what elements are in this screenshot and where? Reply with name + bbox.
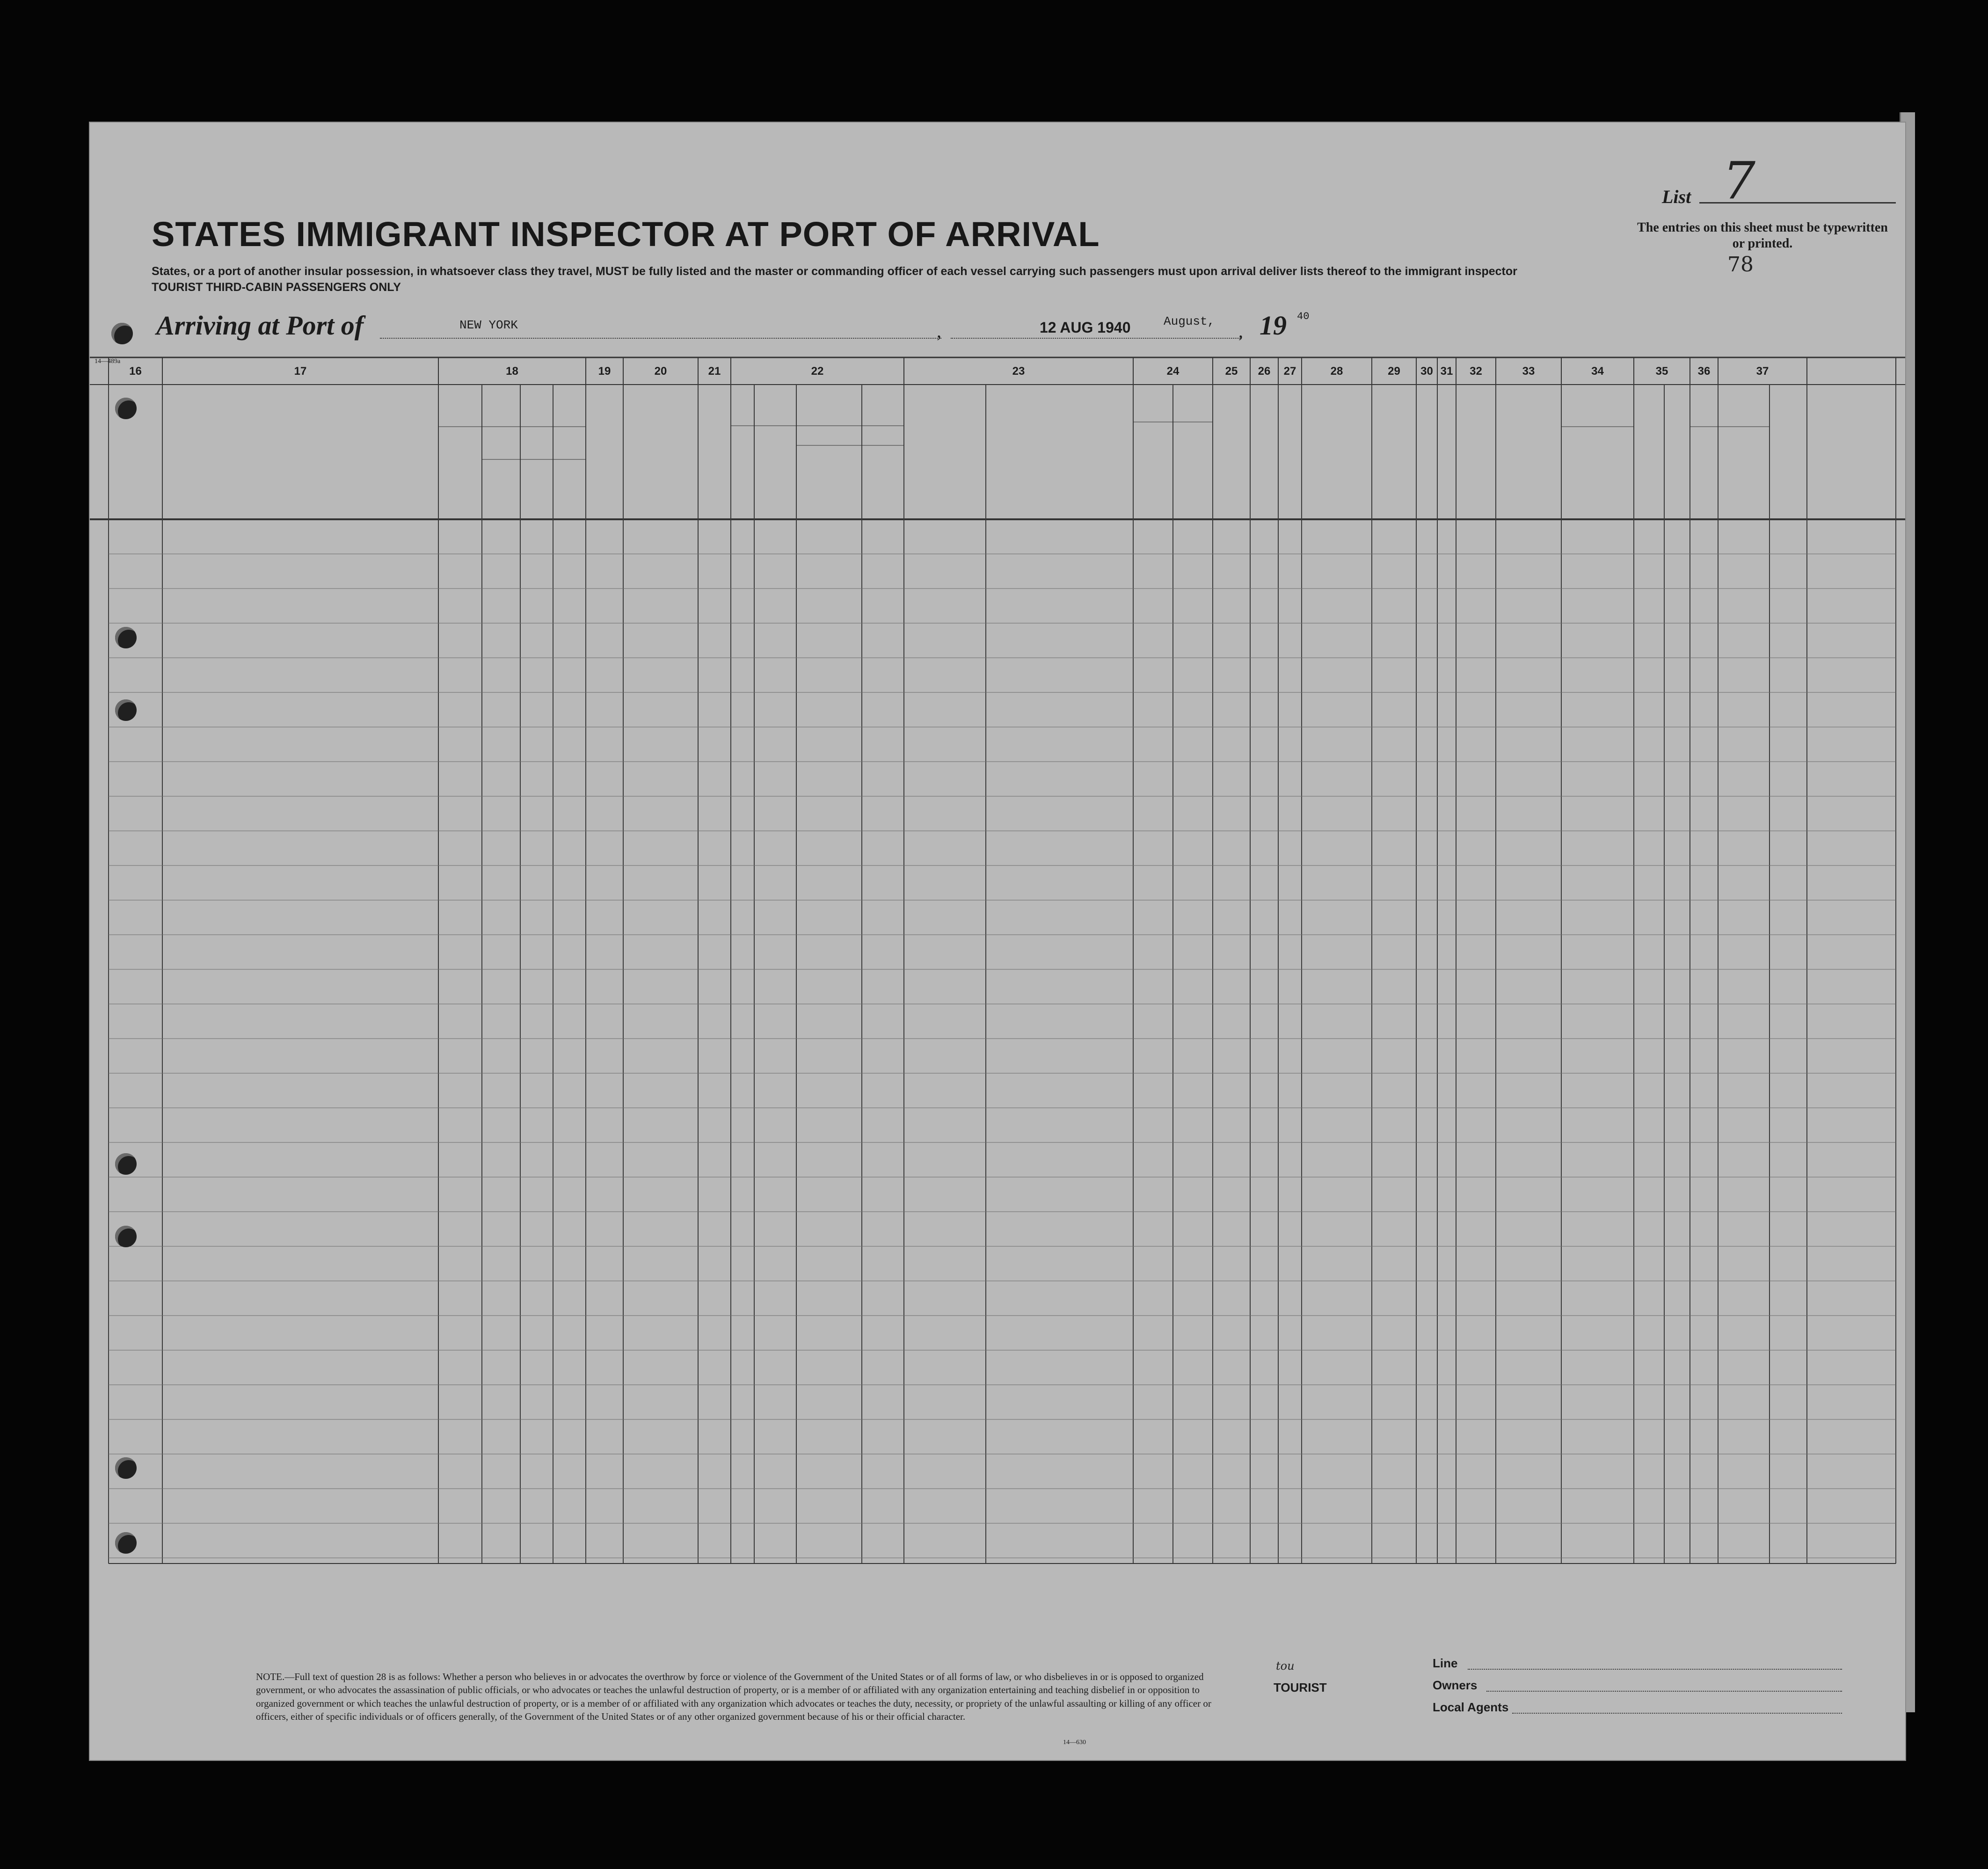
comma: , bbox=[1238, 320, 1243, 342]
footnote-28: NOTE.—Full text of question 28 is as follows: Whether a person who believes in or advocates the overthrow by force or violence of the Government of the United States or of all forms of law, or who disbelieves in or is opposed to organized government, or who advocates the assassination of public officials, or who advocates or teaches the unlawful destruction of property, or is a member of or affiliated with any organization entertaining and teaching disbelief in or opposition to organized government or which teaches the unlawful destruction of property, or is a member of or affiliated with any organization which advocates or teaches the duty, necessity, or propriety of the unlawful assaulting or killing of any officer or officers, either of specific individuals or of officers generally, of the Government of the United States or of any other organized government because of his or their official character. bbox=[256, 1671, 1211, 1723]
column-number: 16 bbox=[129, 365, 142, 378]
binder-hole bbox=[115, 1457, 137, 1479]
column-number: 28 bbox=[1330, 365, 1343, 378]
date-stamp: 12 AUG 1940 bbox=[1040, 319, 1131, 336]
class-line: TOURIST THIRD-CABIN PASSENGERS ONLY bbox=[152, 281, 401, 294]
line-label: Line bbox=[1433, 1656, 1458, 1670]
column-number: 30 bbox=[1420, 365, 1433, 378]
port-value: NEW YORK bbox=[459, 318, 518, 332]
page-title: STATES IMMIGRANT INSPECTOR AT PORT OF ARRIVAL bbox=[152, 215, 1100, 254]
list-number: 7 bbox=[1723, 151, 1755, 211]
year-prefix: 19 bbox=[1260, 310, 1287, 341]
form-code: 14—630 bbox=[1063, 1739, 1086, 1746]
column-number: 26 bbox=[1258, 365, 1271, 378]
month-value: August, bbox=[1164, 314, 1215, 328]
binder-hole bbox=[115, 1532, 137, 1554]
column-number: 35 bbox=[1655, 365, 1668, 378]
column-number: 32 bbox=[1470, 365, 1482, 378]
agents-underline bbox=[1512, 1713, 1842, 1714]
binder-hole bbox=[111, 323, 133, 344]
binder-hole bbox=[115, 1153, 137, 1175]
list-underline bbox=[1699, 202, 1896, 204]
class-stamp: TOURIST bbox=[1274, 1680, 1327, 1694]
page-number: 78 bbox=[1727, 253, 1754, 276]
column-number: 36 bbox=[1697, 365, 1711, 378]
column-number: 25 bbox=[1225, 365, 1238, 378]
form-code-top: 14—489a bbox=[95, 358, 121, 365]
owners-label: Owners bbox=[1433, 1678, 1478, 1692]
column-number: 34 bbox=[1591, 365, 1604, 378]
line-underline bbox=[1468, 1669, 1842, 1670]
binder-hole bbox=[115, 627, 137, 648]
binder-hole bbox=[115, 699, 137, 721]
column-number: 23 bbox=[1012, 365, 1025, 378]
port-underline bbox=[380, 338, 941, 339]
year-suffix: 40 bbox=[1297, 311, 1310, 322]
manifest-sheet bbox=[89, 122, 1906, 1761]
column-number: 19 bbox=[598, 365, 611, 378]
column-number: 24 bbox=[1166, 365, 1180, 378]
column-number: 18 bbox=[506, 365, 518, 378]
list-label: List bbox=[1662, 186, 1691, 207]
column-number: 20 bbox=[654, 365, 667, 378]
column-number: 33 bbox=[1522, 365, 1535, 378]
instruction-note: The entries on this sheet must be typewritten or printed. bbox=[1637, 220, 1888, 251]
page-subtitle: States, or a port of another insular possession, in whatsoever class they travel, MUST be fully listed and the master or commanding officer of each vessel carrying such passengers must upon arrival deliver lists thereof to the immigrant inspector bbox=[152, 265, 1517, 278]
column-number: 22 bbox=[811, 365, 824, 378]
class-hand: tou bbox=[1276, 1659, 1295, 1673]
comma: , bbox=[937, 320, 941, 342]
arriving-label: Arriving at Port of bbox=[156, 310, 364, 341]
column-number: 21 bbox=[708, 365, 721, 378]
column-number: 27 bbox=[1283, 365, 1296, 378]
column-number: 31 bbox=[1440, 365, 1453, 378]
column-number: 37 bbox=[1756, 365, 1769, 378]
column-number: 17 bbox=[294, 365, 307, 378]
column-number: 29 bbox=[1388, 365, 1400, 378]
owners-underline bbox=[1486, 1691, 1842, 1692]
binder-hole bbox=[115, 398, 137, 419]
binder-hole bbox=[115, 1226, 137, 1247]
date-underline bbox=[951, 338, 1241, 339]
agents-label: Local Agents bbox=[1433, 1700, 1509, 1714]
